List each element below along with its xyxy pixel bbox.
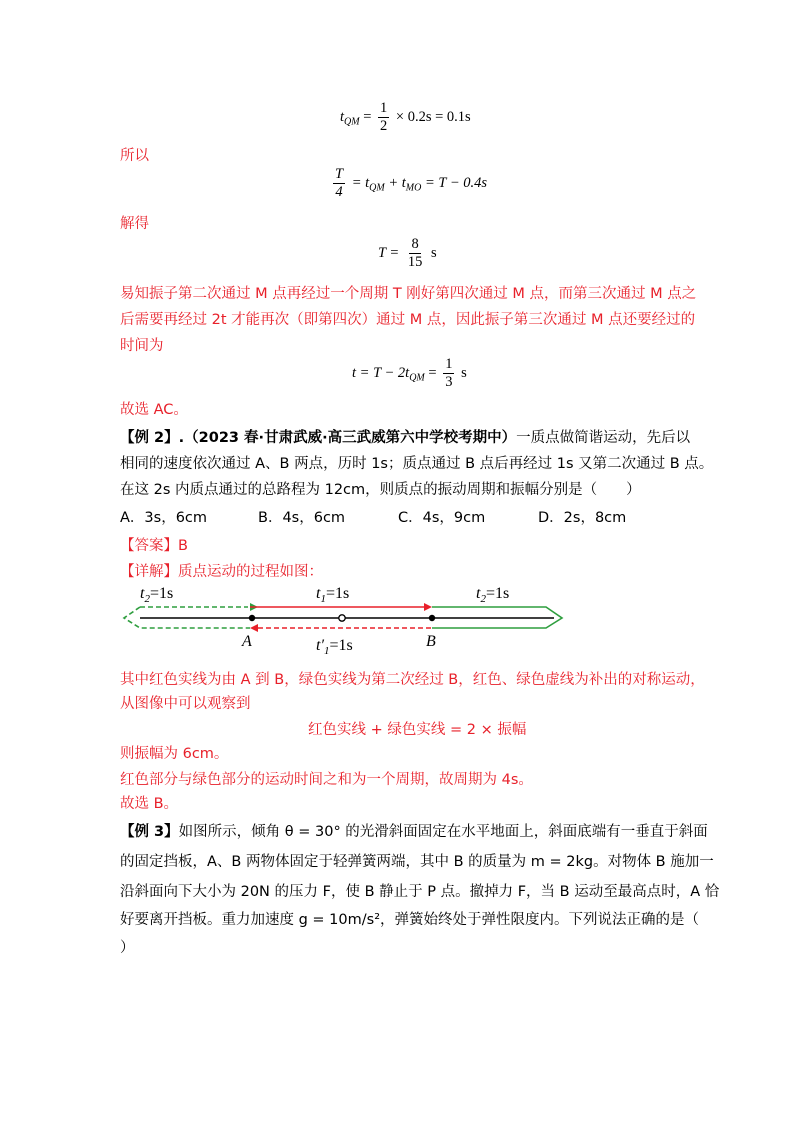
- option-d: D．2s，8cm: [538, 510, 627, 526]
- answer-ac: 故选 AC。: [120, 402, 188, 418]
- example3-line1: 【例 3】如图所示，倾角 θ = 30° 的光滑斜面固定在水平地面上，斜面底端有一垂直于斜面: [120, 824, 708, 840]
- red-dashed-arrowhead: [250, 624, 258, 632]
- label-t2-right: $t_2=1s$: [476, 585, 510, 605]
- point-a: [249, 615, 255, 621]
- point-b: [429, 615, 435, 621]
- label-b: B: [426, 633, 436, 650]
- option-a: A．3s，6cm: [120, 510, 208, 526]
- label-t2-left: $t_2=1s$: [140, 585, 174, 605]
- para1-line3: 时间为: [120, 338, 164, 354]
- text-suoyi: 所以: [120, 148, 149, 164]
- option-c: C．4s，9cm: [398, 510, 486, 526]
- para1-line2: 后需要再经过 2t 才能再次（即第四次）通过 M 点，因此振子第三次通过 M 点还要经过的: [120, 312, 696, 328]
- para3-line2: 红色部分与绿色部分的运动时间之和为一个周期，故周期为 4s。: [120, 772, 533, 788]
- red-solid-arrowhead: [424, 603, 432, 611]
- equation-period-quarter: $\frac{T}{4}$ = $t_{QM} + t_{MO} = T - 0.4s$: [335, 166, 487, 200]
- example2-line3: 在这 2s 内质点通过的总路程为 12cm，则质点的振动周期和振幅分别是（ ）: [120, 482, 641, 498]
- equation-period-result: T = $\frac{8}{15}$ s: [378, 236, 437, 270]
- example3-line3: 沿斜面向下大小为 20N 的压力 F，使 B 静止于 P 点。撤掉力 F，当 B 运动至最高点时，A 恰: [120, 884, 720, 900]
- label-t1-prime: $t'_1=1s$: [316, 637, 353, 656]
- text-jiede: 解得: [120, 216, 149, 232]
- point-o: [339, 615, 345, 621]
- para1-line1: 易知振子第二次通过 M 点再经过一个周期 T 刚好第四次通过 M 点，而第三次通过 M 点之: [120, 286, 697, 302]
- para2-line1: 其中红色实线为由 A 到 B，绿色实线为第二次经过 B，红色、绿色虚线为补出的对称运动，: [120, 672, 705, 688]
- example2-line1: 【例 2】.（2023 春·甘肃武威·高三武威第六中学校考期中）一质点做简谐运动，先后以: [120, 430, 691, 446]
- example3-line5: ）: [120, 940, 135, 956]
- label-t1-top: $t_1=1s$: [316, 585, 350, 605]
- para3-line3: 故选 B。: [120, 796, 179, 812]
- motion-diagram: [110, 580, 580, 656]
- detail-tag: 【详解】质点运动的过程如图：: [120, 564, 323, 580]
- equation-amplitude: 红色实线 + 绿色实线 = 2 × 振幅: [308, 722, 527, 738]
- para3-line1: 则振幅为 6cm。: [120, 746, 229, 762]
- option-b: B．4s，6cm: [258, 510, 346, 526]
- answer-tag: 【答案】B: [120, 538, 188, 554]
- example2-line2: 相同的速度依次通过 A、B 两点，历时 1s；质点通过 B 点后再经过 1s 又第二次通过 B 点。: [120, 456, 714, 472]
- label-a: A: [242, 633, 252, 650]
- example3-line4: 好要离开挡板。重力加速度 g = 10m/s²，弹簧始终处于弹性限度内。下列说法正确的是（: [120, 912, 700, 928]
- para2-line2: 从图像中可以观察到: [120, 696, 251, 712]
- equation-t-qm: $t_{QM}$ = $\frac{1}{2}$ × 0.2s = 0.1s: [340, 100, 471, 134]
- example3-line2: 的固定挡板，A、B 两物体固定于轻弹簧两端，其中 B 的质量为 m = 2kg。对物体 B 施加一: [120, 854, 714, 870]
- equation-t-result: $t = T - 2t_{QM}$ = $\frac{1}{3}$ s: [352, 356, 467, 390]
